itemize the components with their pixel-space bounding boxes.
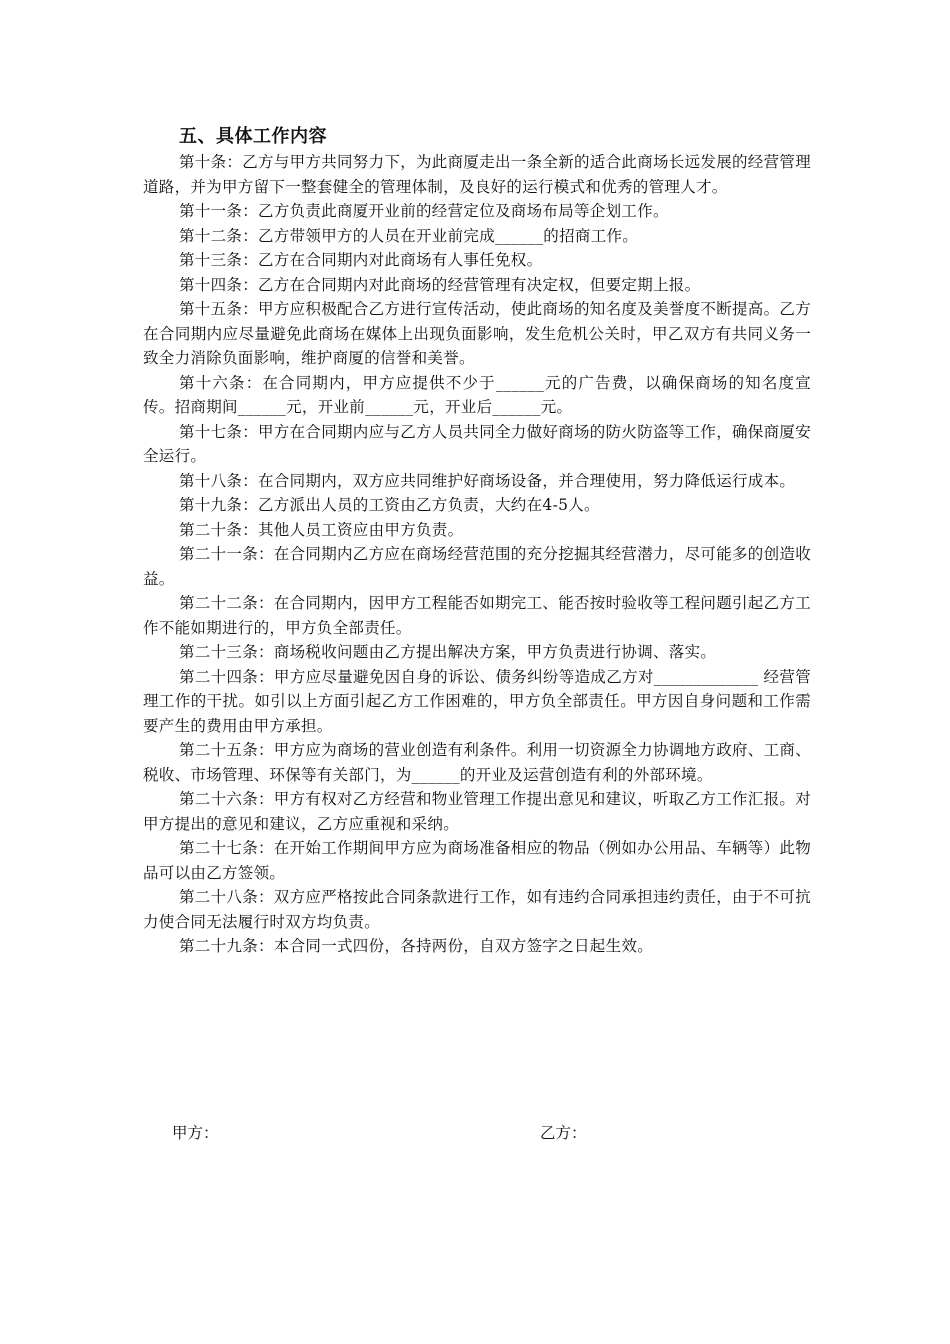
party-a-signature: 甲方： <box>172 1124 219 1142</box>
clause-21: 第二十一条：在合同期内乙方应在商场经营范围的充分挖掘其经营潜力，尽可能多的创造收益。 <box>143 545 812 588</box>
clause-11: 第十一条：乙方负责此商厦开业前的经营定位及商场布局等企划工作。 <box>179 202 669 220</box>
clause-28: 第二十八条：双方应严格按此合同条款进行工作，如有违约合同承担违约责任，由于不可抗力使合同无法履行时双方均负责。 <box>143 888 812 931</box>
clause-14: 第十四条：乙方在合同期内对此商场的经营管理有决定权，但要定期上报。 <box>179 275 701 294</box>
clause-19: 第十九条：乙方派出人员的工资由乙方负责，大约在4-5人。 <box>179 496 600 514</box>
clause-29: 第二十九条：本合同一式四份，各持两份，自双方签字之日起生效。 <box>179 937 654 955</box>
clause-23: 第二十三条：商场税收问题由乙方提出解决方案，甲方负责进行协调、落实。 <box>179 643 717 661</box>
clause-12: 第十二条：乙方带领甲方的人员在开业前完成______的招商工作。 <box>179 226 639 245</box>
clause-17: 第十七条：甲方在合同期内应与乙方人员共同全力做好商场的防火防盗等工作，确保商厦安全运行。 <box>143 422 812 465</box>
party-b-signature: 乙方： <box>540 1124 587 1142</box>
document-body <box>143 124 811 959</box>
clause-27: 第二十七条：在开始工作期间甲方应为商场准备相应的物品（例如办公用品、车辆等）此物品可以由乙方签领。 <box>143 839 812 882</box>
clause-22: 第二十二条：在合同期内，因甲方工程能否如期完工、能否按时验收等工程问题引起乙方工作不能如期进行的，甲方负全部责任。 <box>143 594 812 637</box>
clause-10: 第十条：乙方与甲方共同努力下，为此商厦走出一条全新的适合此商场长远发展的经营管理道路，并为甲方留下一整套健全的管理体制，及良好的运行模式和优秀的管理人才。 <box>143 153 812 196</box>
clause-16: 第十六条：在合同期内，甲方应提供不少于______元的广告费，以确保商场的知名度宣传。招商期间______元，开业前______元，开业后______元。 <box>143 373 811 416</box>
clause-13: 第十三条：乙方在合同期内对此商场有人事任免权。 <box>179 251 543 269</box>
clause-24: 第二十四条：甲方应尽量避免因自身的诉讼、债务纠纷等造成乙方对_____________ 经营管理工作的干扰。如引以上方面引起乙方工作困难的，甲方负全部责任。甲方因自身问题和工作需要产生的费用由甲方承担。 <box>143 667 811 735</box>
clause-15: 第十五条：甲方应积极配合乙方进行宣传活动，使此商场的知名度及美誉度不断提高。乙方在合同期内应尽量避免此商场在媒体上出现负面影响，发生危机公关时，甲乙双方有共同义务一致全力消除负面影响，维护商厦的信誉和美誉。 <box>143 300 812 367</box>
section-title: 五、具体工作内容 <box>179 126 327 147</box>
clause-18: 第十八条：在合同期内，双方应共同维护好商场设备，并合理使用，努力降低运行成本。 <box>179 471 796 490</box>
clause-26: 第二十六条：甲方有权对乙方经营和物业管理工作提出意见和建议，听取乙方工作汇报。对甲方提出的意见和建议，乙方应重视和采纳。 <box>143 790 812 833</box>
clause-25: 第二十五条：甲方应为商场的营业创造有利条件。利用一切资源全力协调地方政府、工商、税收、市场管理、环保等有关部门，为______的开业及运营创造有利的外部环境。 <box>143 741 812 784</box>
clause-20: 第二十条：其他人员工资应由甲方负责。 <box>179 520 464 539</box>
